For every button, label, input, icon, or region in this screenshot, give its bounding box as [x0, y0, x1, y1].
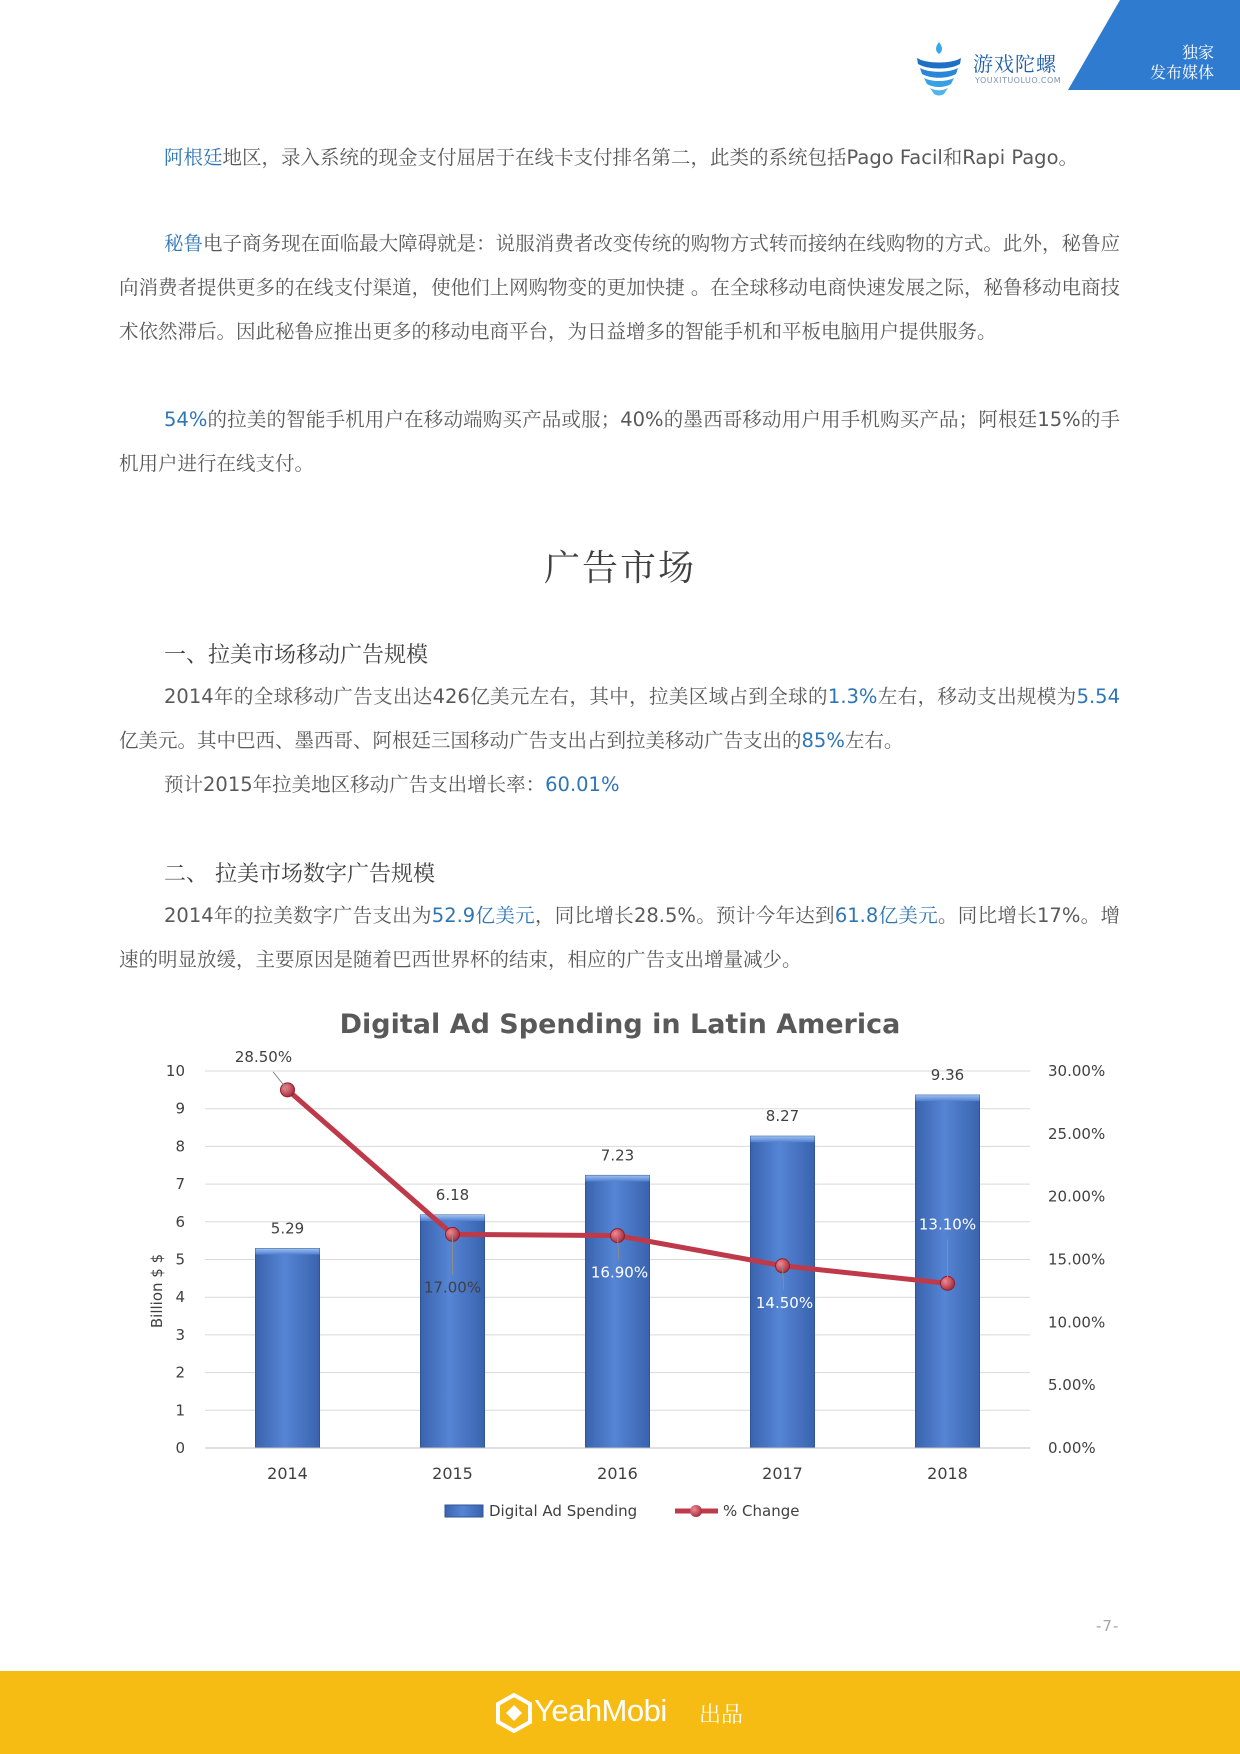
line-value-label: 17.00% [423, 1278, 482, 1297]
right-tick-label: 20.00% [1048, 1187, 1106, 1206]
highlight-value: 61.8亿美元 [834, 904, 938, 927]
paragraph-text: ，同比增长28.5%。预计今年达到 [534, 904, 835, 927]
paragraph-text: 2014年的全球移动广告支出达426亿美元左右，其中，拉美区域占到全球的 [164, 685, 828, 708]
paragraph-text: 的拉美的智能手机用户在移动端购买产品或服；40%的墨西哥移动用户用手机购买产品；阿根廷15%的手机用户进行在线支付。 [119, 408, 1120, 475]
bar [256, 1249, 320, 1448]
bar-value-label: 9.36 [930, 1066, 965, 1085]
y-axis-label: Billion $ $ [148, 1253, 166, 1329]
paragraph-text: 2014年的拉美数字广告支出为 [164, 904, 432, 927]
left-tick-label: 7 [175, 1175, 185, 1194]
highlight-value: 5.54 [1076, 685, 1120, 708]
subheading-digital-ad: 二、 拉美市场数字广告规模 [164, 862, 435, 887]
left-tick-label: 9 [175, 1099, 185, 1118]
left-tick-label: 1 [175, 1401, 185, 1420]
left-tick-label: 3 [175, 1325, 185, 1344]
left-tick-label: 8 [175, 1137, 185, 1156]
line-value-label: 16.90% [590, 1263, 649, 1282]
left-tick-label: 2 [175, 1363, 185, 1382]
line-value-label: 13.10% [918, 1215, 977, 1234]
footer-bar [0, 1671, 1240, 1754]
chart-legend [445, 1502, 799, 1520]
paragraph-peru [119, 222, 1120, 354]
left-axis-ticks [166, 1062, 185, 1457]
highlight-value: 60.01% [545, 773, 620, 796]
paragraph-text: 亿美元。其中巴西、墨西哥、阿根廷三国移动广告支出占到拉美移动广告支出的 [119, 729, 802, 752]
logo-name-en: YOUXITUOLUO.COM [975, 76, 1062, 85]
legend-bar-label: Digital Ad Spending [489, 1502, 638, 1520]
left-tick-label: 6 [175, 1212, 185, 1231]
bar-cap [751, 1136, 815, 1142]
left-tick-label: 4 [175, 1288, 185, 1307]
exclusive-media-badge [1068, 0, 1240, 90]
leader-line [273, 1072, 287, 1090]
left-tick-label: 10 [165, 1062, 185, 1080]
x-axis-ticks [205, 1448, 1030, 1483]
paragraph-argentina [119, 136, 1120, 180]
paragraph-digital-ad-spend [119, 894, 1120, 982]
page-number: -7- [1096, 1617, 1120, 1635]
bar-value-label: 5.29 [270, 1219, 305, 1238]
paragraph-text: 预计2015年拉美地区移动广告支出增长率： [164, 773, 546, 796]
right-tick-label: 25.00% [1048, 1124, 1106, 1143]
legend-line-marker [690, 1505, 702, 1517]
bar-value-label: 7.23 [600, 1146, 635, 1165]
paragraph-text: 。同比增长17%。增速的明显放缓，主要原因是随着巴西世界杯的结束，相应的广告支出增量减少。 [119, 904, 1120, 971]
paragraph-text: 电子商务现在面临最大障碍就是：说服消费者改变传统的购物方式转而接纳在线购物的方式。此外，秘鲁应向消费者提供更多的在线支付渠道，使他们上网购物变的更加快捷 。在全球移动电商快速发展之际，秘鲁移动电商技术依然滞后。因此秘鲁应推出更多的移动电商平台，为日益增多的智能手机和平板电脑用户提供服务。 [119, 232, 1120, 343]
section-title: 广告市场 [543, 548, 696, 589]
paragraph-growth-rate [119, 763, 1120, 807]
digital-ad-spending-chart [140, 996, 1110, 1536]
right-tick-label: 5.00% [1048, 1376, 1096, 1395]
x-tick-label: 2016 [597, 1464, 638, 1483]
paragraph-text: 左右。 [844, 729, 904, 752]
x-tick-label: 2014 [267, 1464, 308, 1483]
left-tick-label: 0 [175, 1439, 185, 1457]
right-tick-label: 15.00% [1048, 1250, 1106, 1269]
chart-title: Digital Ad Spending in Latin America [339, 1009, 901, 1040]
highlight-percent: 54% [164, 408, 208, 431]
paragraph-text: 左右，移动支出规模为 [877, 685, 1077, 708]
paragraph-mobile-ad-spend [119, 675, 1120, 763]
x-tick-label: 2015 [432, 1464, 473, 1483]
paragraph-text: 地区，录入系统的现金支付屈居于在线卡支付排名第二，此类的系统包括Pago Facil和Rapi Pago。 [222, 146, 1078, 169]
highlight-value: 1.3% [827, 685, 878, 708]
highlight-peru: 秘鲁 [164, 232, 204, 255]
x-tick-label: 2018 [927, 1464, 968, 1483]
x-tick-label: 2017 [762, 1464, 803, 1483]
right-tick-label: 10.00% [1048, 1313, 1106, 1332]
yeahmobi-logo-icon [494, 1693, 534, 1733]
line-value-label: 28.50% [234, 1047, 293, 1066]
left-tick-label: 5 [175, 1250, 185, 1269]
badge-line-2: 发布媒体 [1149, 63, 1214, 82]
line-value-label: 14.50% [755, 1293, 814, 1312]
logo-name-cn: 游戏陀螺 [973, 52, 1057, 76]
right-axis-ticks [1048, 1062, 1105, 1457]
badge-line-1: 独家 [1181, 43, 1214, 62]
bar-cap [256, 1249, 320, 1255]
spinning-top-logo-icon [914, 40, 964, 96]
legend-line-label: % Change [723, 1502, 800, 1520]
highlight-value: 52.9亿美元 [431, 904, 535, 927]
bar-value-label: 8.27 [765, 1107, 800, 1126]
bar-cap [916, 1095, 980, 1101]
brand-suffix: 出品 [699, 1703, 744, 1728]
bar-cap [586, 1175, 650, 1181]
bar-value-label: 6.18 [435, 1186, 470, 1205]
legend-bar-swatch [445, 1505, 483, 1517]
right-tick-label: 0.00% [1048, 1439, 1096, 1457]
subheading-mobile-ad: 一、拉美市场移动广告规模 [164, 643, 429, 668]
bar [751, 1136, 815, 1448]
paragraph-smartphone-users [119, 398, 1120, 486]
right-tick-label: 30.00% [1048, 1062, 1106, 1080]
highlight-value: 85% [801, 729, 845, 752]
brand-name: YeahMobi [534, 1693, 667, 1728]
highlight-argentina: 阿根廷 [164, 146, 223, 169]
bar-series [256, 1066, 980, 1448]
bar [586, 1175, 650, 1448]
